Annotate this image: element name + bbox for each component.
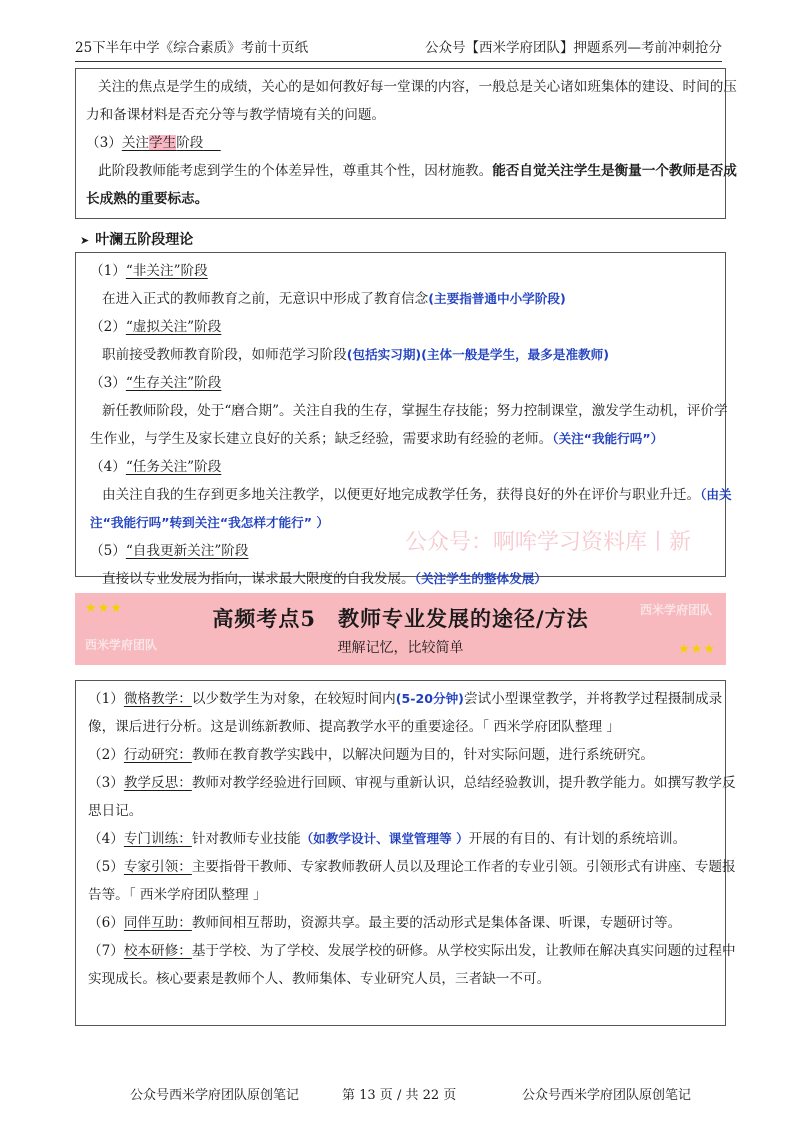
list-item: （7）校本研修：基于学校、为了学校、发展学校的研修。从学校实际出发，让教师在解决真实问题的过程中: [88, 943, 736, 959]
stage-heading: （2）“虚拟关注”阶段: [90, 319, 222, 335]
list-item-cont: 告等。「 西米学府团队整理 」: [88, 887, 267, 903]
list-item-cont: 像，课后进行分析。这是训练新教师、提高教学水平的重要途径。「 西米学府团队整理 」: [88, 719, 620, 735]
brand-tag: 西米学府团队: [639, 603, 712, 617]
list-item: （2）行动研究：教师在教育教学实践中，以解决问题为目的，针对实际问题，进行系统研究。: [88, 747, 654, 763]
paragraph-line: 关注的焦点是学生的成绩，关心的是如何教好每一堂课的内容，一般总是关心诸如班集体的建设、时间的压: [98, 79, 737, 95]
stage-text: 由关注自我的生存到更多地关注教学，以便更好地完成教学任务，获得良好的外在评价与职业升迁。（由关: [102, 487, 732, 503]
list-item: （6）同伴互助：教师间相互帮助，资源共享。最主要的活动形式是集体备课、听课，专题研讨等。: [88, 915, 682, 931]
list-item-cont: 实现成长。核心要素是教师个人、教师集体、专业研究人员，三者缺一不可。: [88, 971, 551, 987]
development-methods-box: [75, 680, 736, 1026]
stage-heading: （3）关注学生阶段: [86, 129, 715, 157]
arrow-bullet-icon: ➤: [80, 234, 90, 247]
stage-heading: （4）“任务关注”阶段: [90, 459, 222, 475]
list-item-cont: 思日记。: [88, 803, 143, 819]
stage-heading: （1）“非关注”阶段: [90, 263, 208, 279]
header-left-title: 25下半年中学《综合素质》考前十页纸: [75, 40, 309, 56]
key-point-banner: [75, 593, 726, 665]
star-rating-icon: ★★★: [85, 601, 123, 616]
stage-heading: （5）“自我更新关注”阶段: [90, 543, 249, 559]
list-item: （3）教学反思：教师对教学经验进行回顾、审视与重新认识，总结经验教训，提升教学能力。如撰写教学反: [88, 775, 736, 791]
footer-right: 公众号西米学府团队原创笔记: [522, 1088, 692, 1103]
footer-left: 公众号西米学府团队原创笔记: [130, 1088, 300, 1103]
paragraph-line: 长成熟的重要标志。: [86, 191, 209, 207]
highlight-mark: 学生: [149, 135, 177, 151]
stage-text: 职前接受教师教育阶段，如师范学习阶段(包括实习期)(主体一般是学生，最多是准教师): [102, 347, 609, 363]
brand-tag: 西米学府团队: [85, 638, 158, 652]
stage-text: 直接以专业发展为指向，谋求最大限度的自我发展。（关注学生的整体发展）: [102, 571, 547, 587]
stage-continuation-box: [75, 68, 737, 219]
page-number: 第 13 页 / 共 22 页: [342, 1088, 457, 1103]
paragraph-line: 此阶段教师能考虑到学生的个体差异性，尊重其个性，因材施教。能否自觉关注学生是衡量一个教师是否成: [98, 163, 737, 179]
stage-note: 注“我能行吗”转到关注“我怎样才能行” ）: [90, 515, 329, 530]
watermark-text: 公众号：啊哞学习资料库丨新: [405, 530, 692, 555]
list-item: （1）微格教学：以少数学生为对象，在较短时间内(5-20分钟)尝试小型课堂教学，并将教学过程摄制成录: [88, 691, 723, 707]
header-right-title: 公众号【西米学府团队】押题系列—考前冲刺抢分: [425, 40, 722, 56]
page-header: [75, 36, 722, 62]
stage-text: 新任教师阶段，处于“磨合期”。关注自我的生存，掌握生存技能；努力控制课堂，激发学生动机，评价学: [102, 403, 728, 419]
list-item: （4）专门训练：针对教师专业技能（如教学设计、课堂管理等 ）开展的有目的、有计划的系统培训。: [88, 831, 687, 847]
star-rating-icon: ★★★: [678, 642, 716, 657]
banner-subtitle: 理解记忆，比较简单: [337, 640, 464, 656]
stage-text: 在进入正式的教师教育之前，无意识中形成了教育信念(主要指普通中小学阶段): [102, 291, 566, 307]
banner-title: 高频考点5 教师专业发展的途径/方法: [212, 606, 589, 631]
stage-heading: （3）“生存关注”阶段: [90, 375, 222, 391]
paragraph-line: 力和备课材料是否充分等与教学情境有关的问题。: [86, 107, 386, 123]
stage-text: 生作业，与学生及家长建立良好的关系；缺乏经验，需要求助有经验的老师。（关注“我能行吗”）: [90, 431, 664, 447]
section-title: ➤ 叶澜五阶段理论: [80, 232, 194, 248]
stage-title: 关注学生阶段: [121, 135, 204, 151]
list-item: （5）专家引领：主要指骨干教师、专家教师教研人员以及理论工作者的专业引领。引领形式有讲座、专题报: [88, 859, 736, 875]
